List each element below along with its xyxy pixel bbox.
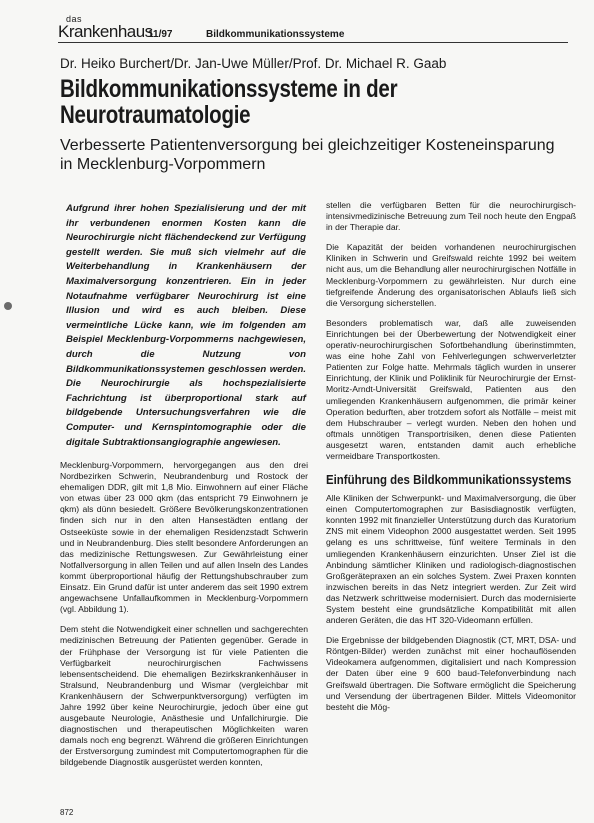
journal-logo: Krankenhaus [58,22,153,41]
paragraph: Dem steht die Notwendigkeit einer schnellen und sachgerechten medizinischen Betreuung der Patienten gegenüber. Gerade in der Frühphase der Versorgung ist für viele Patienten die Verfügbarkeit neurochirurgischen Fachwissens lebensentscheidend. Die ehemaligen Bezirkskrankenhäuser in Stralsund, Neubrandenburg und Wismar (vergleichbar mit Krankenhäusern der Schwerpunktversorgung) verfügten im Jahre 1992 über keine Neurochirurgie, jedoch über eine gut ausgebaute Neurologie, Anästhesie und Unfallchirurgie. Die diagnostischen und therapeutischen Möglichkeiten waren damals noch eng begrenzt. Während die größeren Einrichtungen der Erstversorgung zumindest mit Computertomographen für die bildgebende Diagnostik ausgerüstet werden konnten, [60,624,308,768]
section-title: Bildkommunikationssysteme [206,29,345,40]
left-column [60,460,308,778]
right-column [326,200,576,722]
article-abstract: Aufgrund ihrer hohen Spezialisierung und der mit ihr verbundenen enormen Kosten kann die Neurochirurgie nicht flächendeckend zur Verfügung gestellt werden. Sie muß sich vielmehr auf die Weiterbehandlung in Krankenhäusern der Maximalversorgung konzentrieren. Ein in jeder Notaufnahme verfügbarer Neurochirurg ist eine Illusion und wird es auch bleiben. Diese vermeintliche Lücke kann, wie im folgenden am Beispiel Mecklenburg-Vorpommerns nachgewiesen, durch die Nutzung von Bildkommunikationssystemen geschlossen werden. Die Neurochirurgie als hochspezialisierte Fachrichtung ist überproportional stark auf bildgebende Untersuchungsverfahren wie die Computer- und Kernspintomographie oder die digitale Subtraktionsangiographie angewiesen. [66,203,306,448]
header-divider [58,42,568,43]
article-subtitle: Verbesserte Patientenversorgung bei gleichzeitiger Kosteneinsparung in Mecklenburg-Vorpommern [60,137,555,173]
paragraph: Die Ergebnisse der bildgebenden Diagnostik (CT, MRT, DSA- und Röntgen-Bilder) werden zunächst mit einer hochauflösenden Videokamera aufgenommen, digitalisiert und nach Kompression der Daten über eine 9 600 baud-Telefonverbindung nach Greifswald übertragen. Die Software ermöglicht die Speicherung und Versendung der übertragenen Bilder. Mittels Videomonitor besteht die Mög- [326,635,576,712]
article-authors: Dr. Heiko Burchert/Dr. Jan-Uwe Müller/Prof. Dr. Michael R. Gaab [60,56,447,71]
paragraph: Mecklenburg-Vorpommern, hervorgegangen aus den drei Nordbezirken Schwerin, Neubrandenburg und Rostock der ehemaligen DDR, gilt mit 1,8 Mio. Einwohnern auf einer Fläche von etwas über 23 000 qkm (das entspricht 79 Einwohnern je qkm) als dünn besiedelt. Größere Bevölkerungskonzentrationen finden sich nur in den alten Hansestädten entlang der Ostseeküste sowie in der ehemaligen Residenzstadt Schwerin und in Neubrandenburg. Dies stellt besondere Anforderungen an das medizinische Rettungswesen. Zur Gewährleistung einer Notfallversorgung in allen Teilen und auf allen Inseln des Landes kommt überproportional häufig der Rettungshubschrauber zum Einsatz. Ein Grund dafür ist unter anderem das seit 1990 extrem angewachsene Unfallaufkommen in Mecklenburg-Vorpommern (vgl. Abbildung 1). [60,460,308,615]
journal-logo-prefix: das [66,14,83,24]
running-header [58,14,568,40]
issue-number: 11/97 [148,29,173,40]
paragraph: stellen die verfügbaren Betten für die neurochirurgisch-intensivmedizinische Betreuung zum Teil noch heute den Engpaß in der Therapie dar. [326,200,576,233]
article-title: Bildkommunikationssysteme in der Neurotraumatologie [60,75,398,129]
punch-hole [4,302,12,310]
paragraph: Besonders problematisch war, daß alle zuweisenden Einrichtungen bei der Überbewertung der Notwendigkeit einer operativ-neurochirurgischen Sofortbehandlung überinstimmten, was eine hohe Zahl von Fehlverlegungen schwerverletzter Patienten zur Folge hatte. Mehrmals täglich wurden in unserer Einrichtung, der Klinik und Poliklinik für Neurochirurgie der Ernst-Moritz-Arndt-Universität Greifswald, Patienten aus den umliegenden Krankenhäusern aufgenommen, die primär keiner Operation bedurften, aber trotzdem sofort als Notfälle – meist mit dem Hubschrauber – verlegt wurden. Neben den hohen und oftmals unnötigen Transportrisiken, denen diese Patienten ausgesetzt waren, entstanden damit auch erhebliche vermeidbare Transportkosten. [326,317,576,461]
paragraph: Alle Kliniken der Schwerpunkt- und Maximalversorgung, die über einen Computertomographen zur Basisdiagnostik verfügten, konnten 1992 mit finanzieller Unterstützung durch das Kuratorium ZNS mit einem Videophon 2000 ausgestattet werden. Seit 1995 gelang es uns schrittweise, fünf weitere Terminals in den umliegenden Krankenhäusern einzurichten. Unser Ziel ist die Anbindung sämtlicher Kliniken und radiologisch-diagnostischen Großgerätepraxen an ein solches System. Zwei Praxen konnten inzwischen bereits in das Netz integriert werden. Zur Zeit wird das Netzwerk schrittweise modernisiert. Durch das modernisierte System besteht eine grundsätzliche Kompatibilität mit allen anderen Geräten, die das HT 320-Videomann erfüllen. [326,493,576,626]
page-number: 872 [60,808,74,817]
paragraph: Die Kapazität der beiden vorhandenen neurochirurgischen Kliniken in Schwerin und Greifswald reichte 1992 bei weitem nicht aus, um die Behandlung aller neurochirurgischen Notfälle in Mecklenburg-Vorpommern zu gewährleisten. Nur durch eine tiefgreifende Änderung des organisatorischen Ablaufs ließ sich die Versorgung sicherstellen. [326,242,576,308]
section-heading: Einführung des Bildkommunikationssystems [326,472,572,488]
